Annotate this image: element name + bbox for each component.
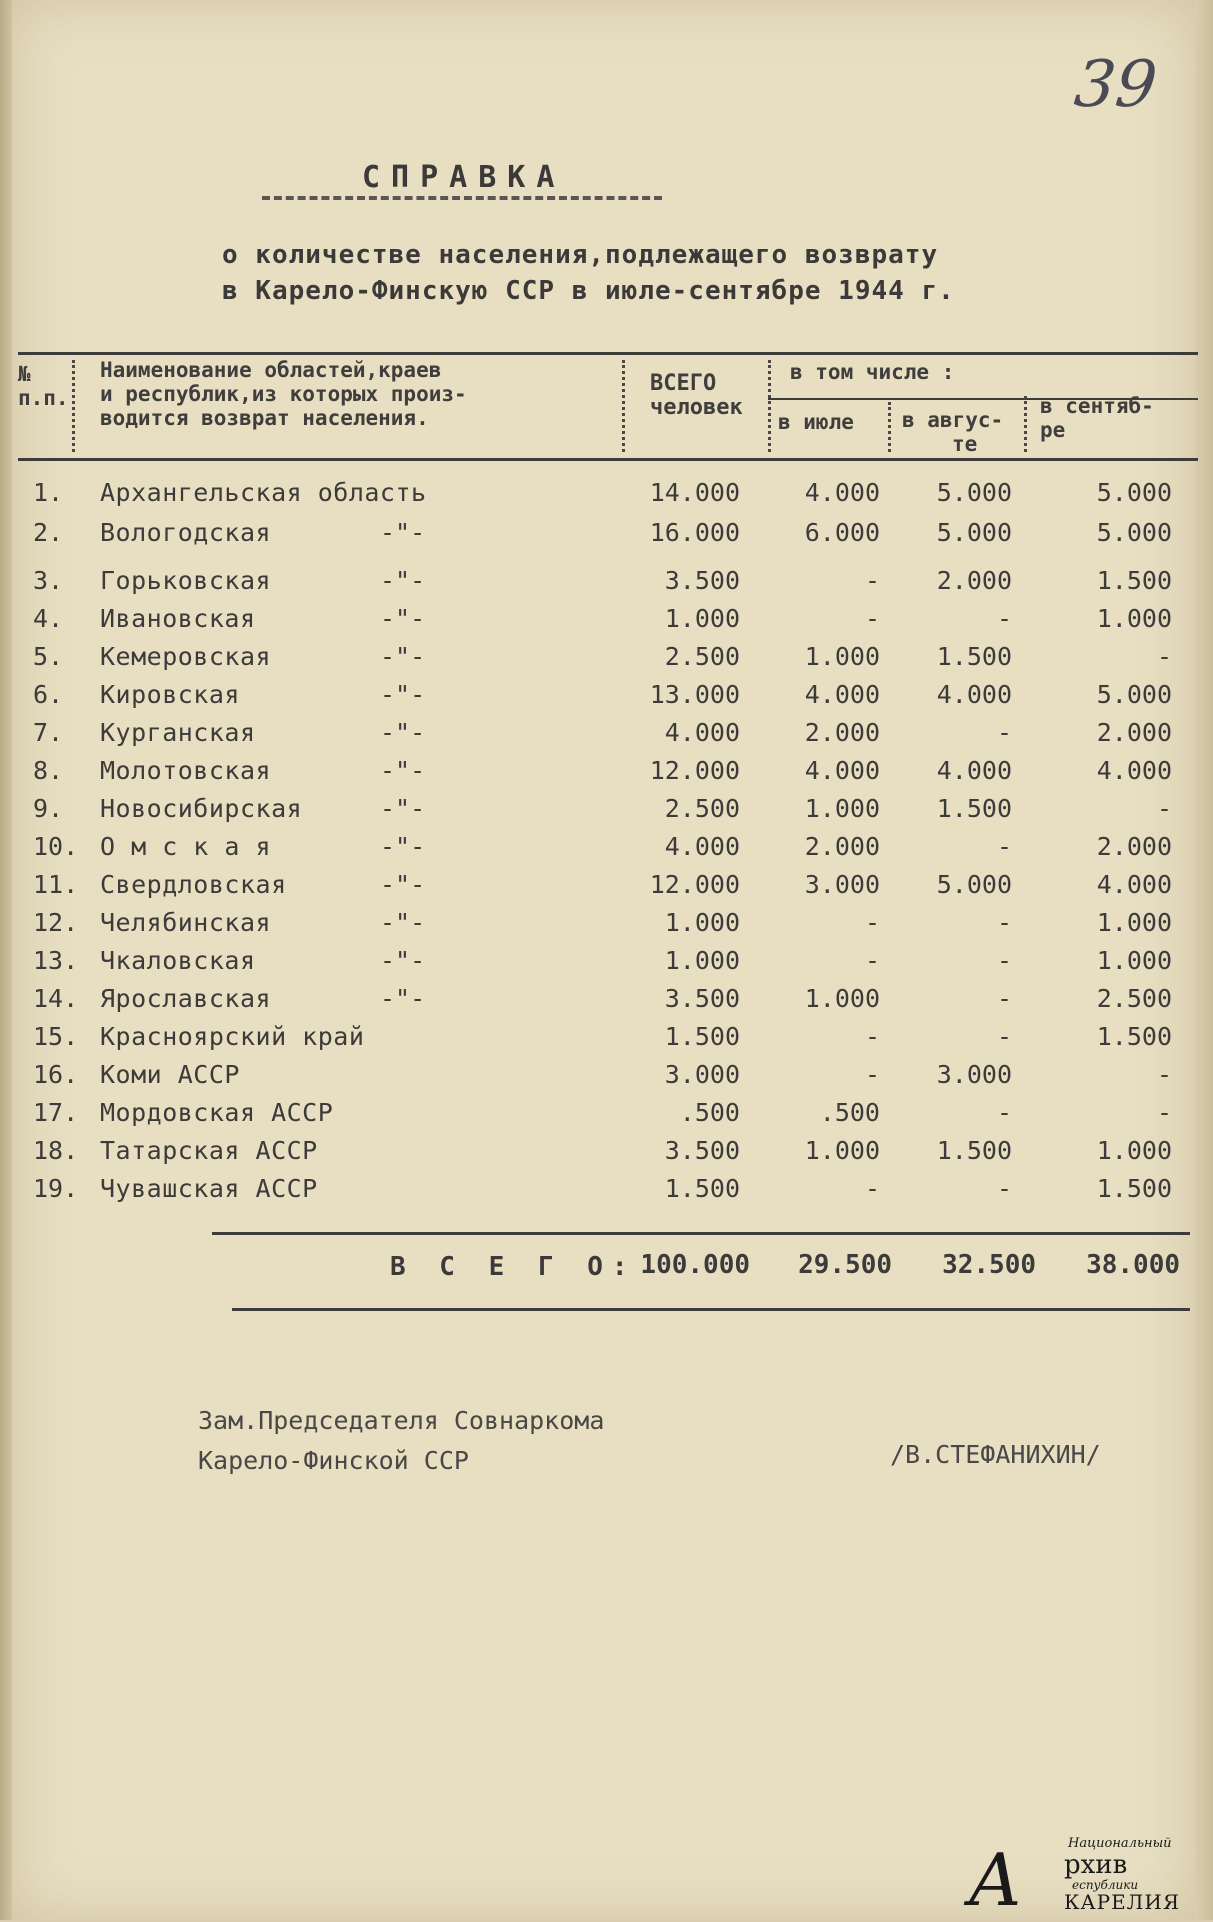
september-value: 4.000 <box>1096 756 1172 785</box>
region-name: Красноярский край <box>100 1022 365 1051</box>
august-value: - <box>996 832 1012 861</box>
region-name: Коми АССР <box>100 1060 240 1089</box>
ditto-mark: -"- <box>380 794 426 823</box>
ditto-mark: -"- <box>380 518 426 547</box>
table-row <box>0 984 1213 1020</box>
august-value: 4.000 <box>936 756 1012 785</box>
table-row <box>0 908 1213 944</box>
totals-september-value: 38.000 <box>1086 1250 1180 1280</box>
september-value: 5.000 <box>1096 478 1172 507</box>
july-value: 3.000 <box>804 870 880 899</box>
row-number: 13. <box>33 946 79 975</box>
august-value: 1.500 <box>936 794 1012 823</box>
july-value: - <box>864 1060 880 1089</box>
totals-july-value: 29.500 <box>798 1250 892 1280</box>
july-value: 1.000 <box>804 1136 880 1165</box>
archive-logo-line-3: еспублики <box>1072 1878 1139 1892</box>
total-value: 3.500 <box>664 984 740 1013</box>
august-value: - <box>996 1022 1012 1051</box>
row-number: 1. <box>33 478 64 507</box>
row-number: 19. <box>33 1174 79 1203</box>
table-row <box>0 1136 1213 1172</box>
total-value: 1.000 <box>664 908 740 937</box>
header-divider <box>888 402 891 452</box>
july-value: - <box>864 908 880 937</box>
row-number: 2. <box>33 518 64 547</box>
region-name: Татарская АССР <box>100 1136 318 1165</box>
august-value: 5.000 <box>936 478 1012 507</box>
region-name: Кировская <box>100 680 240 709</box>
row-number: 9. <box>33 794 64 823</box>
july-value: - <box>864 604 880 633</box>
row-number: 16. <box>33 1060 79 1089</box>
ditto-mark: -"- <box>380 718 426 747</box>
august-value: 5.000 <box>936 518 1012 547</box>
august-value: 3.000 <box>936 1060 1012 1089</box>
total-value: .500 <box>679 1098 740 1127</box>
region-name: Вологодская <box>100 518 272 547</box>
table-row <box>0 756 1213 792</box>
row-number: 12. <box>33 908 79 937</box>
header-bottom-rule <box>18 458 1198 461</box>
header-no: № п.п. <box>18 362 69 410</box>
total-value: 1.000 <box>664 946 740 975</box>
july-value: - <box>864 1174 880 1203</box>
july-value: - <box>864 566 880 595</box>
august-value: 1.500 <box>936 1136 1012 1165</box>
table-row <box>0 946 1213 982</box>
july-value: 2.000 <box>804 832 880 861</box>
row-number: 15. <box>33 1022 79 1051</box>
totals-top-rule <box>212 1232 1190 1235</box>
july-value: 1.000 <box>804 794 880 823</box>
totals-total-value: 100.000 <box>640 1250 750 1280</box>
totals-label: В С Е Г О: <box>390 1252 637 1282</box>
table-row <box>0 870 1213 906</box>
july-value: 4.000 <box>804 756 880 785</box>
header-including: в том числе : <box>790 360 955 384</box>
header-september: в сентяб- ре <box>1040 394 1154 442</box>
archive-logo-line-2: рхив <box>1064 1850 1128 1880</box>
row-number: 5. <box>33 642 64 671</box>
september-value: 1.000 <box>1096 908 1172 937</box>
september-value: 1.000 <box>1096 1136 1172 1165</box>
region-name: Ярославская <box>100 984 272 1013</box>
ditto-mark: -"- <box>380 680 426 709</box>
totals-bottom-rule <box>232 1308 1190 1311</box>
row-number: 8. <box>33 756 64 785</box>
row-number: 14. <box>33 984 79 1013</box>
region-name: Ивановская <box>100 604 256 633</box>
row-number: 4. <box>33 604 64 633</box>
signatory-name: /В.СТЕФАНИХИН/ <box>890 1440 1101 1469</box>
title-underline <box>262 196 662 200</box>
august-value: - <box>996 946 1012 975</box>
header-divider <box>72 360 75 452</box>
region-name: Архангельская область <box>100 478 427 507</box>
total-value: 2.500 <box>664 642 740 671</box>
july-value: 2.000 <box>804 718 880 747</box>
archive-logo-line-4: КАРЕЛИЯ <box>1064 1890 1180 1914</box>
september-value: 1.500 <box>1096 1174 1172 1203</box>
table-row <box>0 478 1213 514</box>
september-value: - <box>1156 1060 1172 1089</box>
august-value: - <box>996 718 1012 747</box>
region-name: Чувашская АССР <box>100 1174 318 1203</box>
table-row <box>0 718 1213 754</box>
september-value: 1.500 <box>1096 1022 1172 1051</box>
row-number: 17. <box>33 1098 79 1127</box>
september-value: - <box>1156 1098 1172 1127</box>
july-value: - <box>864 946 880 975</box>
header-divider <box>622 360 625 452</box>
total-value: 16.000 <box>649 518 740 547</box>
header-total: ВСЕГО человек <box>650 371 743 420</box>
table-row <box>0 642 1213 678</box>
august-value: - <box>996 1174 1012 1203</box>
totals-august-value: 32.500 <box>942 1250 1036 1280</box>
header-divider <box>768 360 771 452</box>
august-value: 4.000 <box>936 680 1012 709</box>
region-name: О м с к а я <box>100 832 272 861</box>
september-value: 2.500 <box>1096 984 1172 1013</box>
september-value: 1.000 <box>1096 946 1172 975</box>
total-value: 4.000 <box>664 718 740 747</box>
table-row <box>0 518 1213 554</box>
row-number: 7. <box>33 718 64 747</box>
july-value: .500 <box>819 1098 880 1127</box>
header-divider <box>1024 396 1027 452</box>
july-value: 4.000 <box>804 478 880 507</box>
ditto-mark: -"- <box>380 566 426 595</box>
table-row <box>0 1174 1213 1210</box>
row-number: 11. <box>33 870 79 899</box>
table-row <box>0 794 1213 830</box>
september-value: 2.000 <box>1096 718 1172 747</box>
row-number: 18. <box>33 1136 79 1165</box>
row-number: 6. <box>33 680 64 709</box>
total-value: 1.000 <box>664 604 740 633</box>
ditto-mark: -"- <box>380 604 426 633</box>
september-value: 2.000 <box>1096 832 1172 861</box>
total-value: 3.500 <box>664 566 740 595</box>
total-value: 14.000 <box>649 478 740 507</box>
total-value: 12.000 <box>649 756 740 785</box>
region-name: Новосибирская <box>100 794 303 823</box>
total-value: 2.500 <box>664 794 740 823</box>
ditto-mark: -"- <box>380 756 426 785</box>
august-value: - <box>996 1098 1012 1127</box>
row-number: 10. <box>33 832 79 861</box>
july-value: 1.000 <box>804 642 880 671</box>
archive-logo-letter: А <box>968 1838 1023 1922</box>
august-value: - <box>996 604 1012 633</box>
total-value: 1.500 <box>664 1022 740 1051</box>
total-value: 4.000 <box>664 832 740 861</box>
table-row <box>0 566 1213 602</box>
table-row <box>0 1022 1213 1058</box>
table-row <box>0 680 1213 716</box>
table-row <box>0 832 1213 868</box>
september-value: 5.000 <box>1096 518 1172 547</box>
september-value: - <box>1156 642 1172 671</box>
signatory-position-line-2: Карело-Финской ССР <box>198 1446 469 1475</box>
region-name: Чкаловская <box>100 946 256 975</box>
region-name: Горьковская <box>100 566 272 595</box>
region-name: Курганская <box>100 718 256 747</box>
table-row <box>0 1060 1213 1096</box>
header-name: Наименование областей,краев и республик,из которых произ- водится возврат населения. <box>100 358 467 430</box>
region-name: Челябинская <box>100 908 272 937</box>
september-value: 1.000 <box>1096 604 1172 633</box>
august-value: - <box>996 908 1012 937</box>
page-number: 39 <box>1071 48 1161 122</box>
row-number: 3. <box>33 566 64 595</box>
ditto-mark: -"- <box>380 984 426 1013</box>
signatory-position-line-1: Зам.Председателя Совнаркома <box>198 1406 605 1435</box>
august-value: 1.500 <box>936 642 1012 671</box>
header-august: в авгус- те <box>902 408 1004 456</box>
ditto-mark: -"- <box>380 870 426 899</box>
region-name: Мордовская АССР <box>100 1098 334 1127</box>
july-value: - <box>864 1022 880 1051</box>
region-name: Кемеровская <box>100 642 272 671</box>
august-value: 2.000 <box>936 566 1012 595</box>
subtitle-line-1: о количестве населения,подлежащего возврату <box>222 240 939 270</box>
september-value: 1.500 <box>1096 566 1172 595</box>
region-name: Молотовская <box>100 756 272 785</box>
total-value: 1.500 <box>664 1174 740 1203</box>
document-title: СПРАВКА <box>362 160 566 195</box>
july-value: 4.000 <box>804 680 880 709</box>
total-value: 12.000 <box>649 870 740 899</box>
total-value: 13.000 <box>649 680 740 709</box>
region-name: Свердловская <box>100 870 287 899</box>
total-value: 3.500 <box>664 1136 740 1165</box>
july-value: 6.000 <box>804 518 880 547</box>
ditto-mark: -"- <box>380 908 426 937</box>
total-value: 3.000 <box>664 1060 740 1089</box>
header-top-rule <box>18 352 1198 355</box>
header-july: в июле <box>778 410 854 434</box>
september-value: 5.000 <box>1096 680 1172 709</box>
ditto-mark: -"- <box>380 946 426 975</box>
table-row <box>0 604 1213 640</box>
table-row <box>0 1098 1213 1134</box>
archive-logo-line-1: Национальный <box>1068 1836 1172 1851</box>
july-value: 1.000 <box>804 984 880 1013</box>
august-value: 5.000 <box>936 870 1012 899</box>
archive-logo <box>968 1830 1213 1920</box>
ditto-mark: -"- <box>380 642 426 671</box>
august-value: - <box>996 984 1012 1013</box>
september-value: - <box>1156 794 1172 823</box>
subtitle-line-2: в Карело-Финскую ССР в июле-сентябре 1944 г. <box>222 276 955 306</box>
ditto-mark: -"- <box>380 832 426 861</box>
september-value: 4.000 <box>1096 870 1172 899</box>
